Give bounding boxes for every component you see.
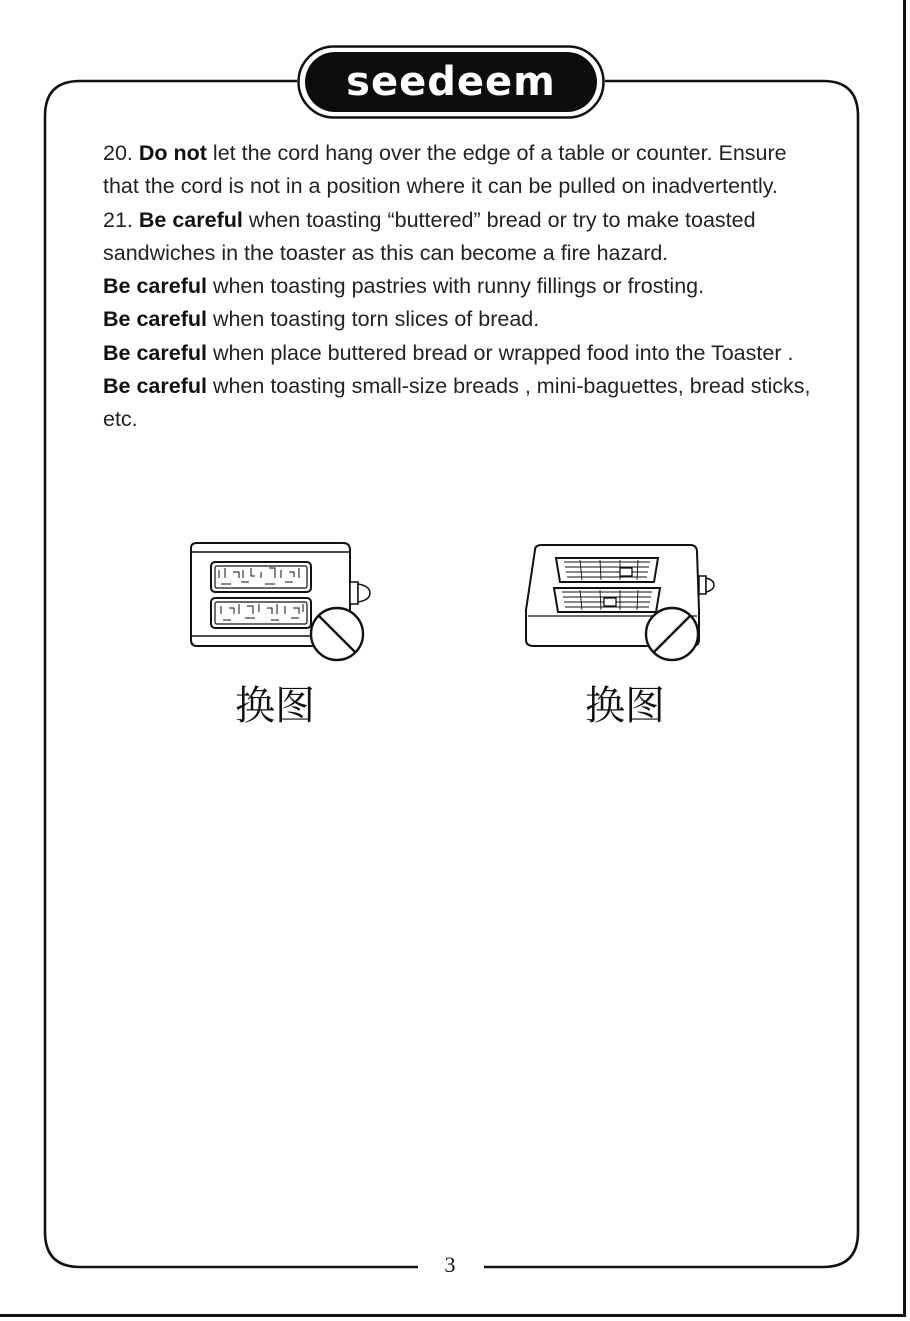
emphasis-text: Be careful [103, 340, 207, 365]
caution-item: Be careful when toasting small-size breads , mini-baguettes, bread sticks, etc. [103, 374, 811, 432]
page-number: 3 [444, 1252, 456, 1277]
toaster-with-wrapped-food-prohibited-icon [520, 540, 720, 665]
figure-caption: 换图 [235, 683, 315, 729]
figure-caption: 换图 [585, 683, 665, 729]
emphasis-text: Be careful [103, 374, 207, 399]
emphasis-text: Be careful [103, 274, 207, 299]
page-edge-right [903, 0, 906, 1314]
instruction-item-20: 20. Do not let the cord hang over the edge of a table or counter. Ensure that the cord is not in a position where it can be pulled on inadvertently. [103, 141, 787, 199]
instruction-item-21: 21. Be careful when toasting “buttered” bread or try to make toasted sandwiches in the toaster as this can become a fire hazard. [103, 207, 756, 265]
brand-logo-text: seedeem [346, 59, 556, 105]
caution-item: Be careful when place buttered bread or wrapped food into the Toaster . [103, 340, 794, 365]
caution-item: Be careful when toasting torn slices of bread. [103, 307, 540, 332]
caution-item: Be careful when toasting pastries with runny fillings or frosting. [103, 274, 705, 299]
emphasis-text: Be careful [138, 207, 243, 232]
page-edge-bottom [0, 1314, 906, 1317]
toaster-with-bread-prohibited-icon [185, 540, 375, 665]
safety-instructions [103, 137, 823, 437]
emphasis-text: Be careful [103, 307, 207, 332]
emphasis-text: Do not [138, 141, 207, 165]
